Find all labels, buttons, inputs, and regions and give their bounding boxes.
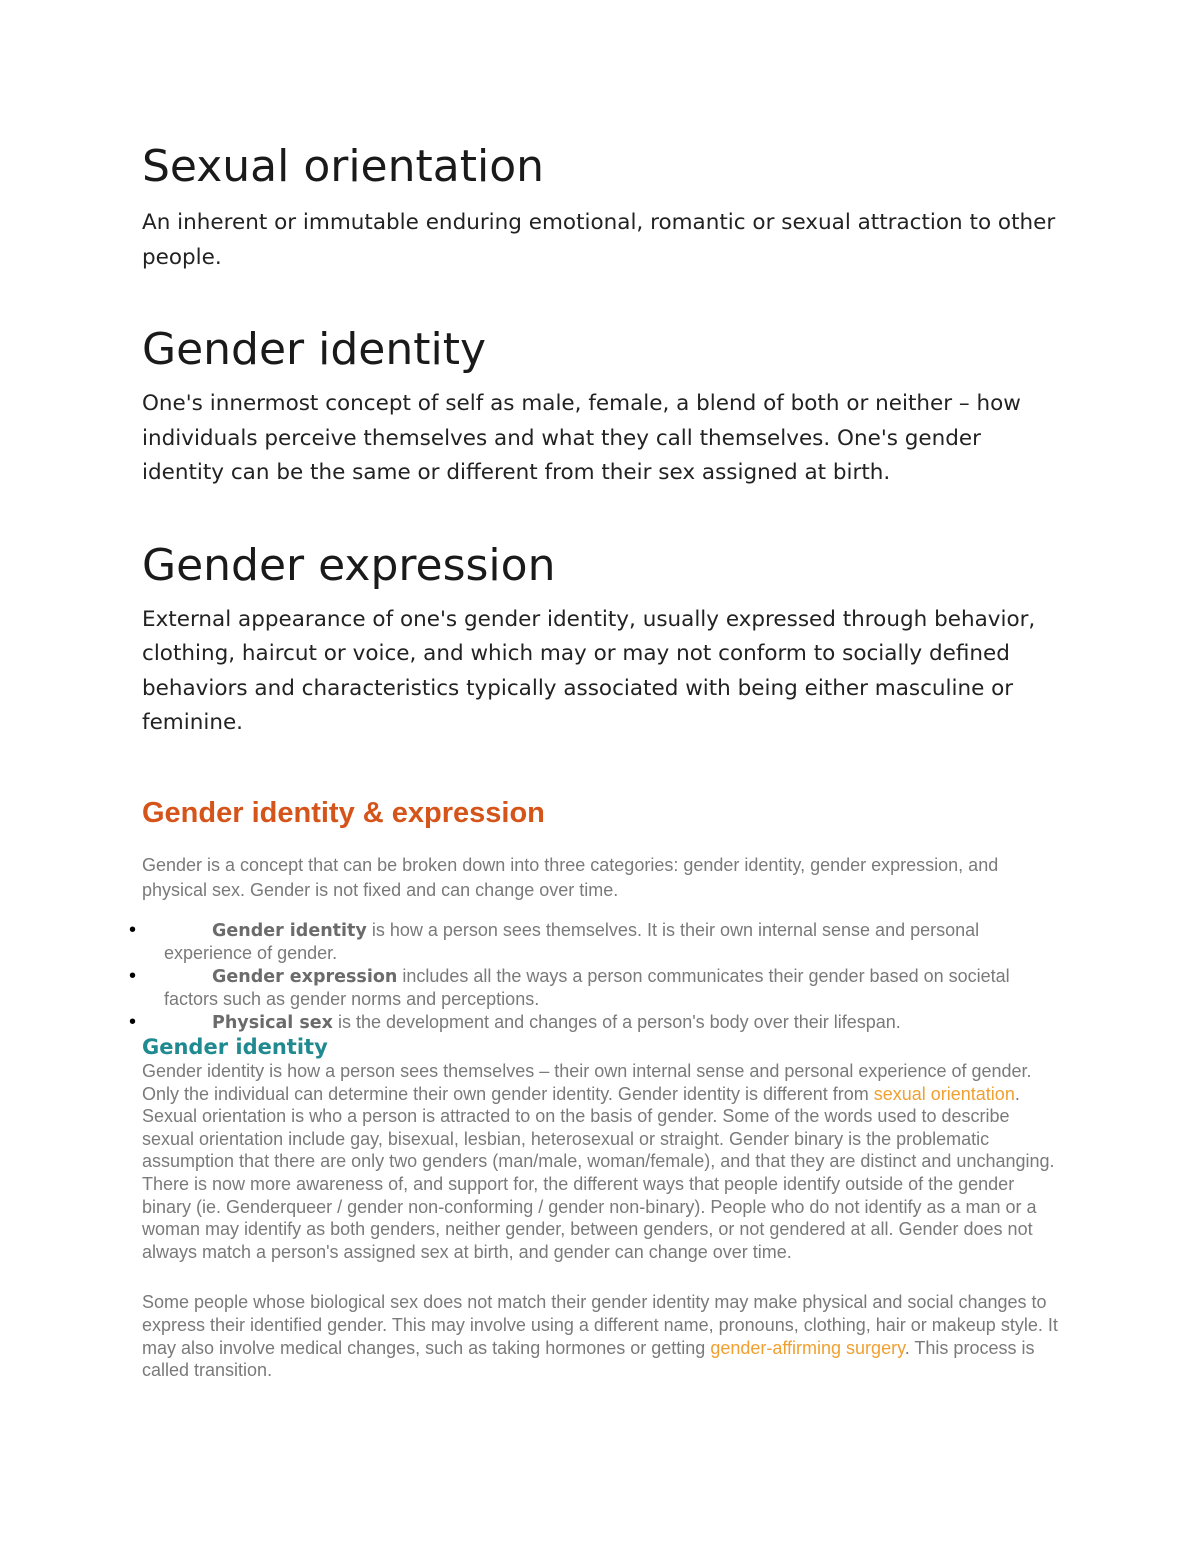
bullet-icon: • (129, 964, 137, 987)
term-gender-expression: Gender expression (212, 966, 398, 987)
definition-gender-expression: External appearance of one's gender identity, usually expressed through behavior, clothing, haircut or voice, and which may or may not conform to socially defined behaviors and characteristics typically associated with being either masculine or feminine. (142, 606, 1036, 735)
paragraph-text: Gender identity is how a person sees themselves – their own internal sense and personal experience of gender. Only the individual can determine their own gender identity. Gender identity is different from (142, 1061, 1032, 1104)
term-physical-sex: Physical sex (212, 1012, 333, 1033)
list-item-text: is the development and changes of a person's body over their lifespan. (332, 1011, 901, 1032)
list-item (129, 1010, 1062, 1035)
heading-sexual-orientation: Sexual orientation (142, 141, 545, 192)
paragraph-text: . Sexual orientation is who a person is attracted to on the basis of gender. Some of the words used to describe sexual orientation include gay, bisexual, lesbian, heterosexual or straight. Gender binary is the problematic assumption that there are only two genders (man/male, woman/female), and that they are distinct and unchanging. There is now more awareness of, and support for, the different ways that people identify outside of the gender binary (ie. Genderqueer / gender non-conforming / gender non-binary). People who do not identify as a man or a woman may identify as both genders, neither gender, between genders, or not gendered at all. Gender does not always match a person's assigned sex at birth, and gender can change over time. (142, 1083, 1055, 1262)
heading-gender-identity-teal: Gender identity (142, 1035, 328, 1059)
category-list (129, 918, 1062, 1035)
gender-identity-paragraph (142, 1060, 1062, 1263)
list-item (129, 918, 1062, 965)
bullet-icon: • (129, 1010, 137, 1033)
document-page (129, 140, 1062, 1382)
definition-gender-identity: One's innermost concept of self as male, female, a blend of both or neither – how individuals perceive themselves and what they call themselves. One's gender identity can be the same or different from their sex assigned at birth. (142, 391, 1021, 485)
transition-paragraph (142, 1291, 1062, 1381)
intro-paragraph: Gender is a concept that can be broken down into three categories: gender identity, gender expression, and physical sex. Gender is not fixed and can change over time. (142, 854, 999, 900)
term-gender-identity: Gender identity (212, 920, 367, 941)
paragraph-text: . This process is called transition. (142, 1337, 1035, 1381)
heading-gender-identity-and-expression: Gender identity & expression (142, 796, 545, 829)
heading-gender-expression: Gender expression (142, 539, 556, 591)
list-item (129, 964, 1062, 1011)
heading-gender-identity: Gender identity (142, 324, 487, 375)
paragraph-text: Some people whose biological sex does not match their gender identity may make physical and social changes to express their identified gender. This may involve using a different name, pronouns, clothing, hair or makeup style. It may also involve medical changes, such as taking hormones or getting (142, 1292, 1058, 1358)
gender-affirming-surgery-link[interactable]: gender-affirming surgery (710, 1337, 905, 1358)
list-item-text: is how a person sees themselves. It is their own internal sense and personal experience of gender. (164, 919, 980, 963)
list-item-text: includes all the ways a person communicates their gender based on societal factors such as gender norms and perceptions. (164, 965, 1010, 1009)
sexual-orientation-link[interactable]: sexual orientation (873, 1083, 1015, 1104)
definition-sexual-orientation: An inherent or immutable enduring emotional, romantic or sexual attraction to other people. (142, 210, 1056, 270)
bullet-icon: • (129, 918, 137, 941)
